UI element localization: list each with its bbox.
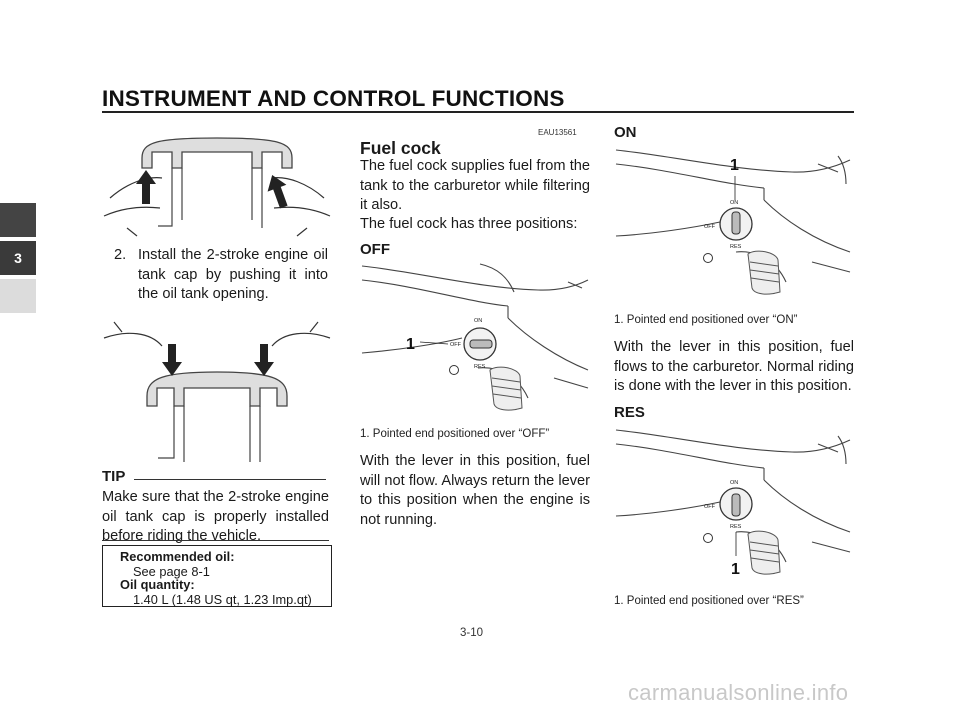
watermark: carmanualsonline.info	[628, 680, 849, 705]
dial-off-label: OFF	[450, 342, 461, 348]
tip-label: TIP	[102, 468, 126, 485]
recommended-oil-label: Recommended oil:	[120, 549, 235, 564]
res-caption: 1. Pointed end positioned over “RES”	[614, 595, 804, 607]
recommended-oil-value: See page 8-1	[133, 564, 210, 579]
fuel-cock-on-illustration	[612, 144, 852, 304]
chapter-tab-4	[0, 279, 36, 313]
install-step	[114, 246, 328, 305]
dial-on-label: ON	[474, 318, 483, 324]
tip-divider	[134, 479, 326, 480]
step-number: 2.	[114, 247, 127, 263]
oil-tank-cap-removal-illustration	[102, 128, 332, 240]
on-description: With the lever in this position, fuel flows to the carburetor. Normal riding is done with the lever in this position.	[614, 339, 854, 394]
dial-res-label: RES	[730, 524, 742, 530]
oil-tank-cap-install-illustration	[102, 318, 332, 466]
oil-quantity-value: 1.40 L (1.48 US qt, 1.23 Imp.qt)	[133, 592, 312, 607]
fuel-cock-positions-intro: The fuel cock has three positions:	[360, 216, 578, 232]
callout-number: 1	[731, 561, 740, 578]
dial-on-label: ON	[730, 480, 739, 486]
page-header-title: INSTRUMENT AND CONTROL FUNCTIONS	[102, 86, 565, 111]
callout-number: 1	[730, 157, 739, 174]
dial-res-label: RES	[474, 364, 486, 370]
page-number: 3-10	[460, 627, 484, 639]
chapter-tab-active: 3	[0, 241, 36, 275]
dial-res-label: RES	[730, 244, 742, 250]
step-text: Install the 2-stroke engine oil tank cap by pushing it into the oil tank opening.	[138, 247, 328, 302]
dial-off-label: OFF	[704, 224, 715, 230]
on-position-title: ON	[614, 124, 637, 141]
dial-on-label: ON	[730, 200, 739, 206]
fuel-cock-intro: The fuel cock supplies fuel from the tank to the carburetor while filtering it also.	[360, 158, 590, 213]
chapter-tab-2	[0, 203, 36, 237]
section-code: EAU13561	[538, 128, 577, 137]
tip-text: Make sure that the 2-stroke engine oil tank cap is properly installed before riding the vehicle.	[102, 489, 329, 544]
res-position-title: RES	[614, 404, 645, 421]
off-caption: 1. Pointed end positioned over “OFF”	[360, 428, 550, 440]
callout-number: 1	[406, 336, 415, 353]
header-rule	[102, 111, 854, 113]
off-description: With the lever in this position, fuel will not flow. Always return the lever to this position when the engine is not running.	[360, 453, 590, 528]
fuel-cock-off-illustration	[358, 258, 590, 418]
oil-quantity-label: Oil quantity:	[120, 577, 195, 592]
on-caption: 1. Pointed end positioned over “ON”	[614, 314, 798, 326]
tip-bottom-divider	[102, 540, 329, 541]
oil-spec-box	[102, 545, 332, 607]
fuel-cock-res-illustration	[612, 424, 852, 584]
off-position-title: OFF	[360, 241, 390, 258]
dial-off-label: OFF	[704, 504, 715, 510]
fuel-cock-title: Fuel cock	[360, 138, 441, 158]
